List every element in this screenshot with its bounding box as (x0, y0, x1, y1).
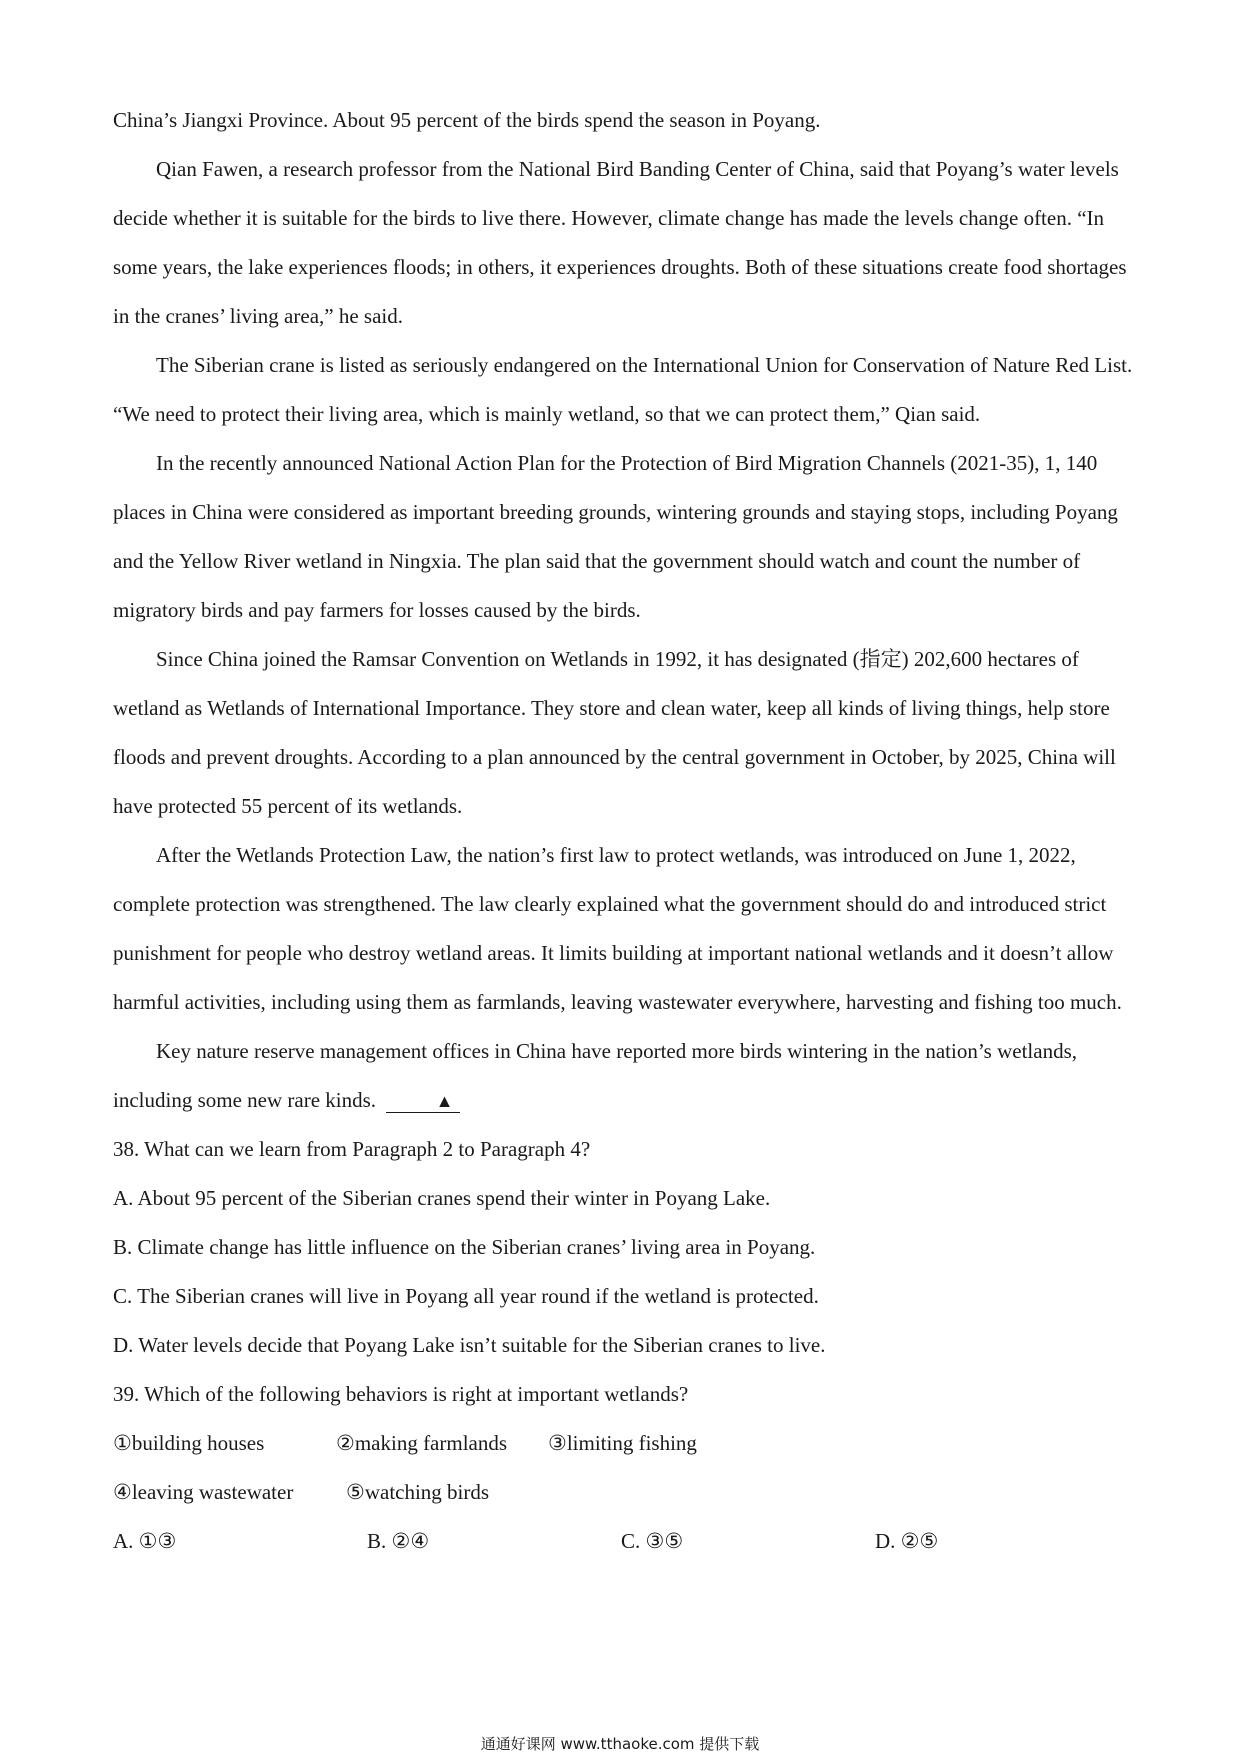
behavior-2: ②making farmlands (336, 1431, 508, 1455)
question-39-option-a: A. ①③ (113, 1529, 177, 1553)
question-39-option-b: B. ②④ (367, 1529, 430, 1553)
question-38-stem: 38. What can we learn from Paragraph 2 to Paragraph 4? (113, 1137, 591, 1161)
paragraph-4: In the recently announced National Action Plan for the Protection of Bird Migration Channels (2021-35), 1, 140 places in China were considered as important breeding grounds, wintering grounds and staying stops, including Poyang and the Yellow River wetland in Ningxia. The plan said that the government should watch and count the number of migratory birds and pay farmers for losses caused by the birds. (113, 451, 1118, 622)
paragraph-3: The Siberian crane is listed as seriously endangered on the International Union for Conservation of Nature Red List. “We need to protect their living area, which is mainly wetland, so that we can protect them,” Qian said. (113, 353, 1133, 426)
behavior-3: ③limiting fishing (548, 1431, 697, 1455)
answer-blank: ▲ (386, 1090, 460, 1113)
page-footer: 通通好课网 www.tthaoke.com 提供下载 (480, 1735, 760, 1753)
question-38-option-b: B. Climate change has little influence on the Siberian cranes’ living area in Poyang. (113, 1235, 816, 1259)
question-38-option-a: A. About 95 percent of the Siberian cranes spend their winter in Poyang Lake. (113, 1186, 771, 1210)
question-39-options-row (113, 1517, 1133, 1566)
question-39-option-d: D. ②⑤ (875, 1529, 939, 1553)
paragraph-2: Qian Fawen, a research professor from the National Bird Banding Center of China, said that Poyang’s water levels decide whether it is suitable for the birds to live there. However, climate change has made the levels change often. “In some years, the lake experiences floods; in others, it experiences droughts. Both of these situations create food shortages in the cranes’ living area,” he said. (113, 157, 1127, 328)
question-39-behaviors-row-2 (113, 1468, 1133, 1517)
behavior-4: ④leaving wastewater (113, 1480, 294, 1504)
document-page (113, 96, 1133, 1566)
question-39-option-c: C. ③⑤ (621, 1529, 684, 1553)
paragraph-7 (113, 1027, 1133, 1125)
question-38-option-d: D. Water levels decide that Poyang Lake isn’t suitable for the Siberian cranes to live. (113, 1333, 826, 1357)
paragraph-7-text: Key nature reserve management offices in China have reported more birds wintering in the nation’s wetlands, including some new rare kinds. (113, 1039, 1077, 1112)
question-39-stem: 39. Which of the following behaviors is right at important wetlands? (113, 1382, 689, 1406)
paragraph-5: Since China joined the Ramsar Convention on Wetlands in 1992, it has designated (指定) 202,600 hectares of wetland as Wetlands of International Importance. They store and clean water, keep all kinds of living things, help store floods and prevent droughts. According to a plan announced by the central government in October, by 2025, China will have protected 55 percent of its wetlands. (113, 647, 1116, 818)
paragraph-1-tail: China’s Jiangxi Province. About 95 percent of the birds spend the season in Poyang. (113, 108, 821, 132)
question-38-option-c: C. The Siberian cranes will live in Poyang all year round if the wetland is protected. (113, 1284, 819, 1308)
behavior-5: ⑤watching birds (346, 1480, 490, 1504)
paragraph-6: After the Wetlands Protection Law, the nation’s first law to protect wetlands, was introduced on June 1, 2022, complete protection was strengthened. The law clearly explained what the government should do and introduced strict punishment for people who destroy wetland areas. It limits building at important national wetlands and it doesn’t allow harmful activities, including using them as farmlands, leaving wastewater everywhere, harvesting and fishing too much. (113, 843, 1122, 1014)
question-39-behaviors-row-1 (113, 1419, 1133, 1468)
behavior-1: ①building houses (113, 1431, 265, 1455)
